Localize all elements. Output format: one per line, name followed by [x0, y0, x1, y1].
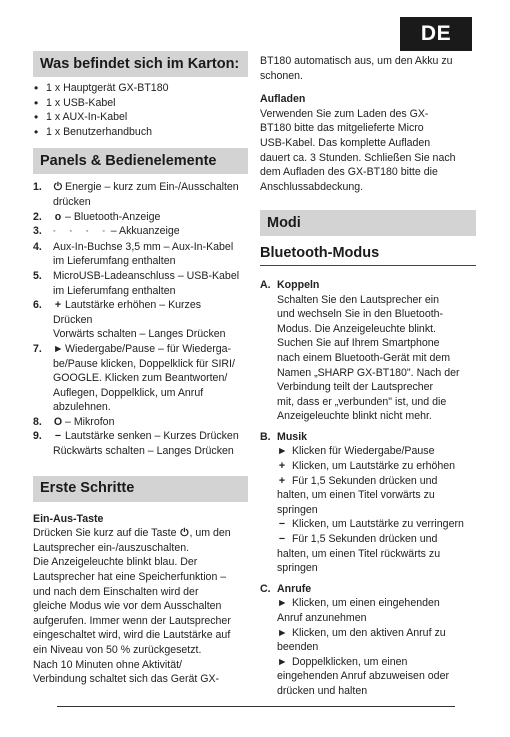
list-item [33, 415, 248, 430]
paragraph-line: schonen. [260, 69, 303, 82]
item-number: 6. [33, 299, 42, 312]
item-text: – Mikrofon [65, 415, 115, 428]
item-text: springen [277, 562, 318, 575]
item-text: nach einem Bluetooth-Gerät mit dem [277, 351, 451, 364]
paragraph-line: ein Niveau von 50 % zurückgesetzt. [33, 644, 202, 656]
item-title: Musik [277, 430, 308, 443]
bluetooth-steps [260, 278, 476, 699]
paragraph-line: BT180 automatisch aus, um den Akku zu [260, 55, 453, 67]
paragraph-line: eingeschaltet wird, wird die Lautstärke auf [33, 629, 231, 642]
section-heading-modes: Modi [260, 210, 476, 236]
item-text: – Bluetooth-Anzeige [65, 210, 161, 223]
item-text: halten, um einen Titel vorwärts zu [277, 489, 435, 502]
item-text: Schalten Sie den Lautsprecher ein [277, 293, 439, 306]
text: Drücken Sie kurz auf die Taste [33, 527, 177, 540]
section-heading-panels: Panels & Bedienelemente [33, 148, 248, 174]
section-heading-getting-started: Erste Schritte [33, 476, 248, 502]
item-text: abzulehnen. [53, 401, 111, 414]
item-text: beenden [277, 641, 319, 654]
minus-icon: − [278, 518, 286, 531]
item-text: Lautstärke senken – Kurzes Drücken [65, 430, 239, 443]
minus-icon: − [278, 533, 286, 546]
item-text: und wechseln Sie in den Bluetooth- [277, 308, 444, 321]
item-number: 8. [33, 415, 42, 428]
item-number: 2. [33, 210, 42, 223]
item-text: ► Klicken, um einen eingehenden [277, 597, 440, 610]
item-text: drücken und halten [277, 684, 368, 697]
item-text: Rückwärts schalten – Langes Drücken [53, 445, 234, 458]
list-item: • 1 x Hauptgerät GX-BT180 [33, 81, 248, 96]
item-text: Suchen Sie auf Ihrem Smartphone [277, 337, 440, 350]
item-title: Koppeln [277, 278, 320, 291]
list-item [260, 278, 476, 424]
item-number: 3. [33, 225, 42, 238]
item-text: – Akkuanzeige [110, 225, 180, 238]
item-letter: A. [260, 278, 271, 291]
item-text: Vorwärts schalten – Langes Drücken [53, 328, 226, 341]
play-icon: ► [277, 655, 288, 668]
subheading-charging: Aufladen [260, 93, 306, 106]
paragraph-line: Die Anzeigeleuchte blinkt blau. Der [33, 556, 198, 569]
paragraph-line: Verbindung schaltet sich das Gerät GX- [33, 673, 220, 686]
item-text: + Klicken, um Lautstärke zu erhöhen [278, 460, 456, 473]
list-item [33, 210, 248, 225]
item-text: + Für 1,5 Sekunden drücken und [278, 474, 438, 487]
item-number: 7. [33, 342, 42, 355]
bluetooth-indicator-icon: o [54, 210, 62, 223]
panels-list [33, 180, 248, 458]
item-text: Anzeigeleuchte blinkt nicht mehr. [277, 410, 432, 423]
left-column [33, 0, 248, 687]
list-item [33, 180, 248, 209]
item-letter: C. [260, 582, 271, 595]
paragraph [33, 526, 248, 541]
paragraph-line: USB-Kabel. Das komplette Aufladen [260, 136, 431, 149]
item-text: − Für 1,5 Sekunden drücken und [278, 533, 438, 546]
paragraph-line: Lautsprecher ein-/auszuschalten. [33, 541, 190, 554]
item-text: Verbindung teilt der Lautsprecher [277, 381, 434, 394]
paragraph-line: Verwenden Sie zum Laden des GX- [260, 107, 429, 120]
item-text: drücken [53, 195, 91, 208]
play-icon: ► [277, 597, 288, 610]
paragraph-continued [260, 54, 476, 83]
battery-dots-icon: ◦ ◦ ◦ ◦ [53, 228, 111, 236]
item-text: Anruf anzunehmen [277, 612, 367, 624]
item-text: im Lieferumfang enthalten [53, 255, 176, 268]
power-icon: ⏻ [180, 527, 189, 540]
item-text: halten, um einen Titel rückwärts zu [277, 547, 441, 560]
item-text: eingehenden Anruf abzuweisen oder [277, 670, 449, 683]
text: , um den [189, 527, 231, 540]
play-icon: ► [277, 445, 288, 458]
item-number: 5. [33, 269, 42, 282]
play-icon: ► [53, 342, 64, 355]
item-text: mit, dass er „verbunden" ist, und die [277, 395, 447, 408]
list-item [260, 430, 476, 576]
item-text: Modus. Die Anzeigeleuchte blinkt. [277, 322, 436, 335]
list-item: • 1 x Benutzerhandbuch [33, 125, 248, 140]
item-number: 4. [33, 240, 42, 253]
list-item [33, 240, 248, 269]
minus-icon: − [54, 430, 62, 443]
paragraph-line: Anschlussabdeckung. [260, 180, 364, 193]
item-text: Wiedergabe/Pause – für Wiederga- [65, 342, 232, 355]
item-text: MicroUSB-Ladeanschluss – USB-Kabel [53, 269, 240, 282]
box-contents-list [33, 81, 248, 139]
subheading-bluetooth-mode: Bluetooth-Modus [260, 246, 476, 266]
list-item [33, 269, 248, 298]
item-text: im Lieferumfang enthalten [53, 284, 176, 297]
charging-block [260, 92, 476, 194]
language-tab: DE [400, 17, 472, 51]
plus-icon: + [278, 460, 286, 473]
item-text: ► Klicken für Wiedergabe/Pause [277, 445, 435, 458]
item-text: Lautstärke erhöhen – Kurzes [65, 299, 202, 312]
item-text: GOOGLE. Klicken zum Beantworten/ [53, 372, 228, 385]
paragraph-line: dauert ca. 3 Stunden. Schließen Sie nach [260, 151, 456, 164]
item-text: Namen „SHARP GX-BT180". Nach der [277, 366, 460, 379]
item-letter: B. [260, 430, 271, 443]
item-text: ► Doppelklicken, um einen [277, 655, 408, 668]
plus-icon: + [54, 299, 62, 312]
list-item [260, 582, 476, 699]
play-icon: ► [277, 626, 288, 639]
paragraph-line: BT180 bitte das mitgelieferte Micro [260, 122, 424, 135]
list-item [33, 342, 248, 415]
power-icon: ⏻ [53, 181, 63, 194]
item-title: Anrufe [277, 582, 312, 595]
section-heading-box-contents: Was befindet sich im Karton: [33, 51, 248, 77]
list-item: • 1 x AUX-In-Kabel [33, 110, 248, 125]
item-text: ► Klicken, um den aktiven Anruf zu [277, 626, 446, 639]
list-item [33, 298, 248, 342]
item-number: 9. [33, 430, 42, 443]
list-item: • 1 x USB-Kabel [33, 96, 248, 111]
item-text: Energie – kurz zum Ein-/Ausschalten [65, 181, 239, 194]
item-text: Auflegen, Doppelklick, um Anruf [53, 386, 204, 399]
right-column [260, 0, 476, 699]
item-text: springen [277, 503, 318, 516]
list-item [33, 429, 248, 458]
paragraph-line: aufgerufen. Immer wenn der Lautsprecher [33, 614, 231, 627]
paragraph-line: Lautsprecher hat eine Speicherfunktion – [33, 571, 227, 584]
item-text: be/Pause klicken, Doppelklick für SIRI/ [53, 357, 235, 370]
paragraph-line: Nach 10 Minuten ohne Aktivität/ [33, 658, 182, 671]
microphone-icon: O [53, 415, 63, 428]
paragraph-line: dem Aufladen des GX-BT180 bitte die [260, 166, 438, 179]
item-text: Drücken [53, 313, 93, 326]
item-text: − Klicken, um Lautstärke zu verringern [278, 518, 464, 531]
getting-started-body [33, 512, 248, 687]
footer-divider [57, 706, 455, 707]
paragraph-line: gleiche Modus wie vor dem Ausschalten [33, 600, 222, 613]
item-number: 1. [33, 181, 42, 194]
subheading-on-off: Ein-Aus-Taste [33, 512, 104, 525]
plus-icon: + [278, 474, 286, 487]
paragraph-line: und nach dem Einschalten wird der [33, 585, 199, 598]
list-item [33, 224, 248, 240]
item-text: Aux-In-Buchse 3,5 mm – Aux-In-Kabel [53, 240, 234, 253]
